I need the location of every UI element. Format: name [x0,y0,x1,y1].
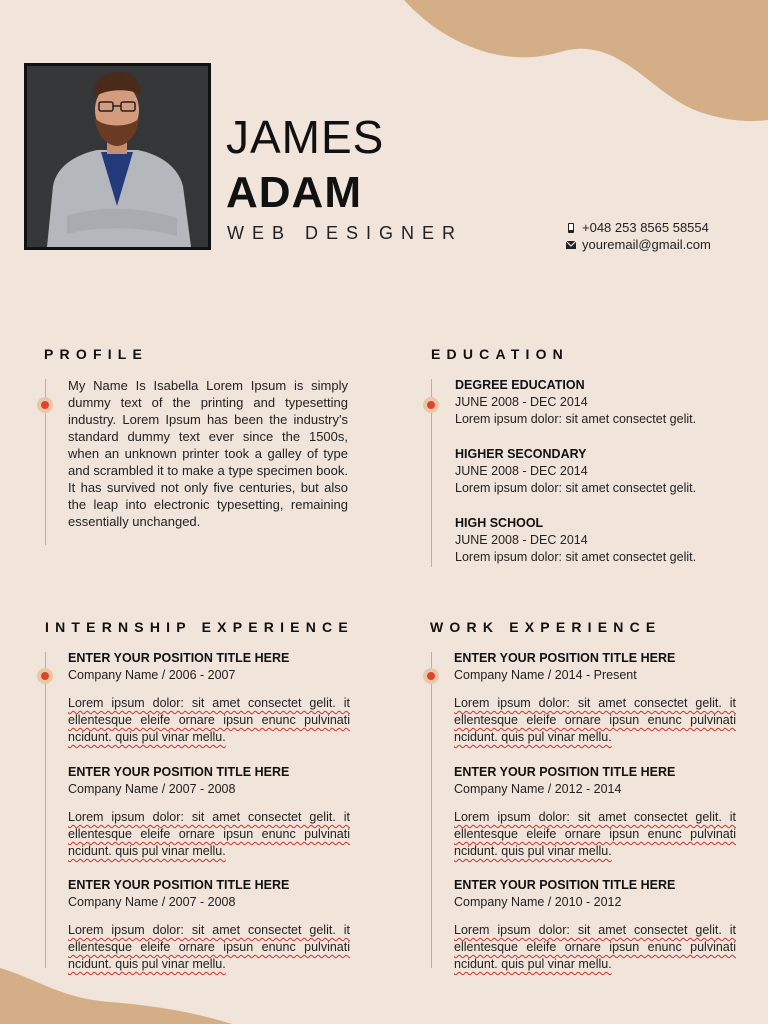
internship-timeline-line [45,652,46,968]
envelope-icon [566,240,576,250]
profile-heading: PROFILE [44,346,149,362]
phone-icon [566,223,576,233]
company-dates: Company Name / 2007 - 2008 [68,782,236,796]
position-description: Lorem ipsum dolor: sit amet consectet gelit. it ellentesque eleife ornare ipsun enunc pulvinati ncidunt. quis pul vinar mellu. [68,923,350,971]
position-title: ENTER YOUR POSITION TITLE HERE [68,765,290,779]
internship-item [68,764,350,860]
degree-description: Lorem ipsum dolor: sit amet consectet gelit. [455,412,697,426]
email-text: youremail@gmail.com [582,237,711,252]
profile-photo [24,63,211,250]
degree-description: Lorem ipsum dolor: sit amet consectet gelit. [455,481,697,495]
position-title: ENTER YOUR POSITION TITLE HERE [454,765,676,779]
position-description: Lorem ipsum dolor: sit amet consectet gelit. it ellentesque eleife ornare ipsun enunc pulvinati ncidunt. quis pul vinar mellu. [454,923,736,971]
degree-dates: JUNE 2008 - DEC 2014 [455,464,588,478]
work-item [454,764,736,860]
profile-text: My Name Is Isabella Lorem Ipsum is simply dummy text of the printing and typesetting industry. Lorem Ipsum has been the industry's standard dummy text ever since the 1500s, when an unknown printer took a galley of type and scrambled it to make a type specimen book. It has survived not only five centuries, but also the leap into electronic typesetting, remaining essentially unchanged. [68,378,348,529]
work-timeline-line [431,652,432,968]
position-title: ENTER YOUR POSITION TITLE HERE [68,651,290,665]
position-title: ENTER YOUR POSITION TITLE HERE [454,878,676,892]
company-dates: Company Name / 2014 - Present [454,668,637,682]
internship-timeline-dot [37,668,53,684]
work-item [454,650,736,746]
position-title: ENTER YOUR POSITION TITLE HERE [454,651,676,665]
work-heading: WORK EXPERIENCE [430,619,662,635]
work-item [454,877,736,973]
profile-timeline-dot [37,397,53,413]
degree-title: HIGH SCHOOL [455,516,544,530]
education-timeline-dot [423,397,439,413]
work-timeline-dot [423,668,439,684]
phone-text: +048 253 8565 58554 [582,220,709,235]
internship-item [68,650,350,746]
education-item [455,377,737,428]
position-description: Lorem ipsum dolor: sit amet consectet gelit. it ellentesque eleife ornare ipsun enunc pulvinati ncidunt. quis pul vinar mellu. [68,696,350,744]
degree-dates: JUNE 2008 - DEC 2014 [455,395,588,409]
company-dates: Company Name / 2010 - 2012 [454,895,622,909]
position-description: Lorem ipsum dolor: sit amet consectet gelit. it ellentesque eleife ornare ipsun enunc pulvinati ncidunt. quis pul vinar mellu. [454,696,736,744]
degree-dates: JUNE 2008 - DEC 2014 [455,533,588,547]
first-name: JAMES [226,111,385,163]
degree-description: Lorem ipsum dolor: sit amet consectet gelit. [455,550,697,564]
email-contact[interactable] [566,237,711,253]
last-name: ADAM [226,168,362,217]
degree-title: DEGREE EDUCATION [455,378,585,392]
position-description: Lorem ipsum dolor: sit amet consectet gelit. it ellentesque eleife ornare ipsun enunc pulvinati ncidunt. quis pul vinar mellu. [68,810,350,858]
degree-title: HIGHER SECONDARY [455,447,587,461]
position-title: ENTER YOUR POSITION TITLE HERE [68,878,290,892]
education-heading: EDUCATION [431,346,569,362]
company-dates: Company Name / 2007 - 2008 [68,895,236,909]
company-dates: Company Name / 2012 - 2014 [454,782,622,796]
internship-item [68,877,350,973]
education-item [455,446,737,497]
position-description: Lorem ipsum dolor: sit amet consectet gelit. it ellentesque eleife ornare ipsun enunc pulvinati ncidunt. quis pul vinar mellu. [454,810,736,858]
internship-heading: INTERNSHIP EXPERIENCE [45,619,354,635]
company-dates: Company Name / 2006 - 2007 [68,668,236,682]
job-title: WEB DESIGNER [227,223,464,243]
phone-contact[interactable] [566,220,709,236]
education-item [455,515,737,566]
